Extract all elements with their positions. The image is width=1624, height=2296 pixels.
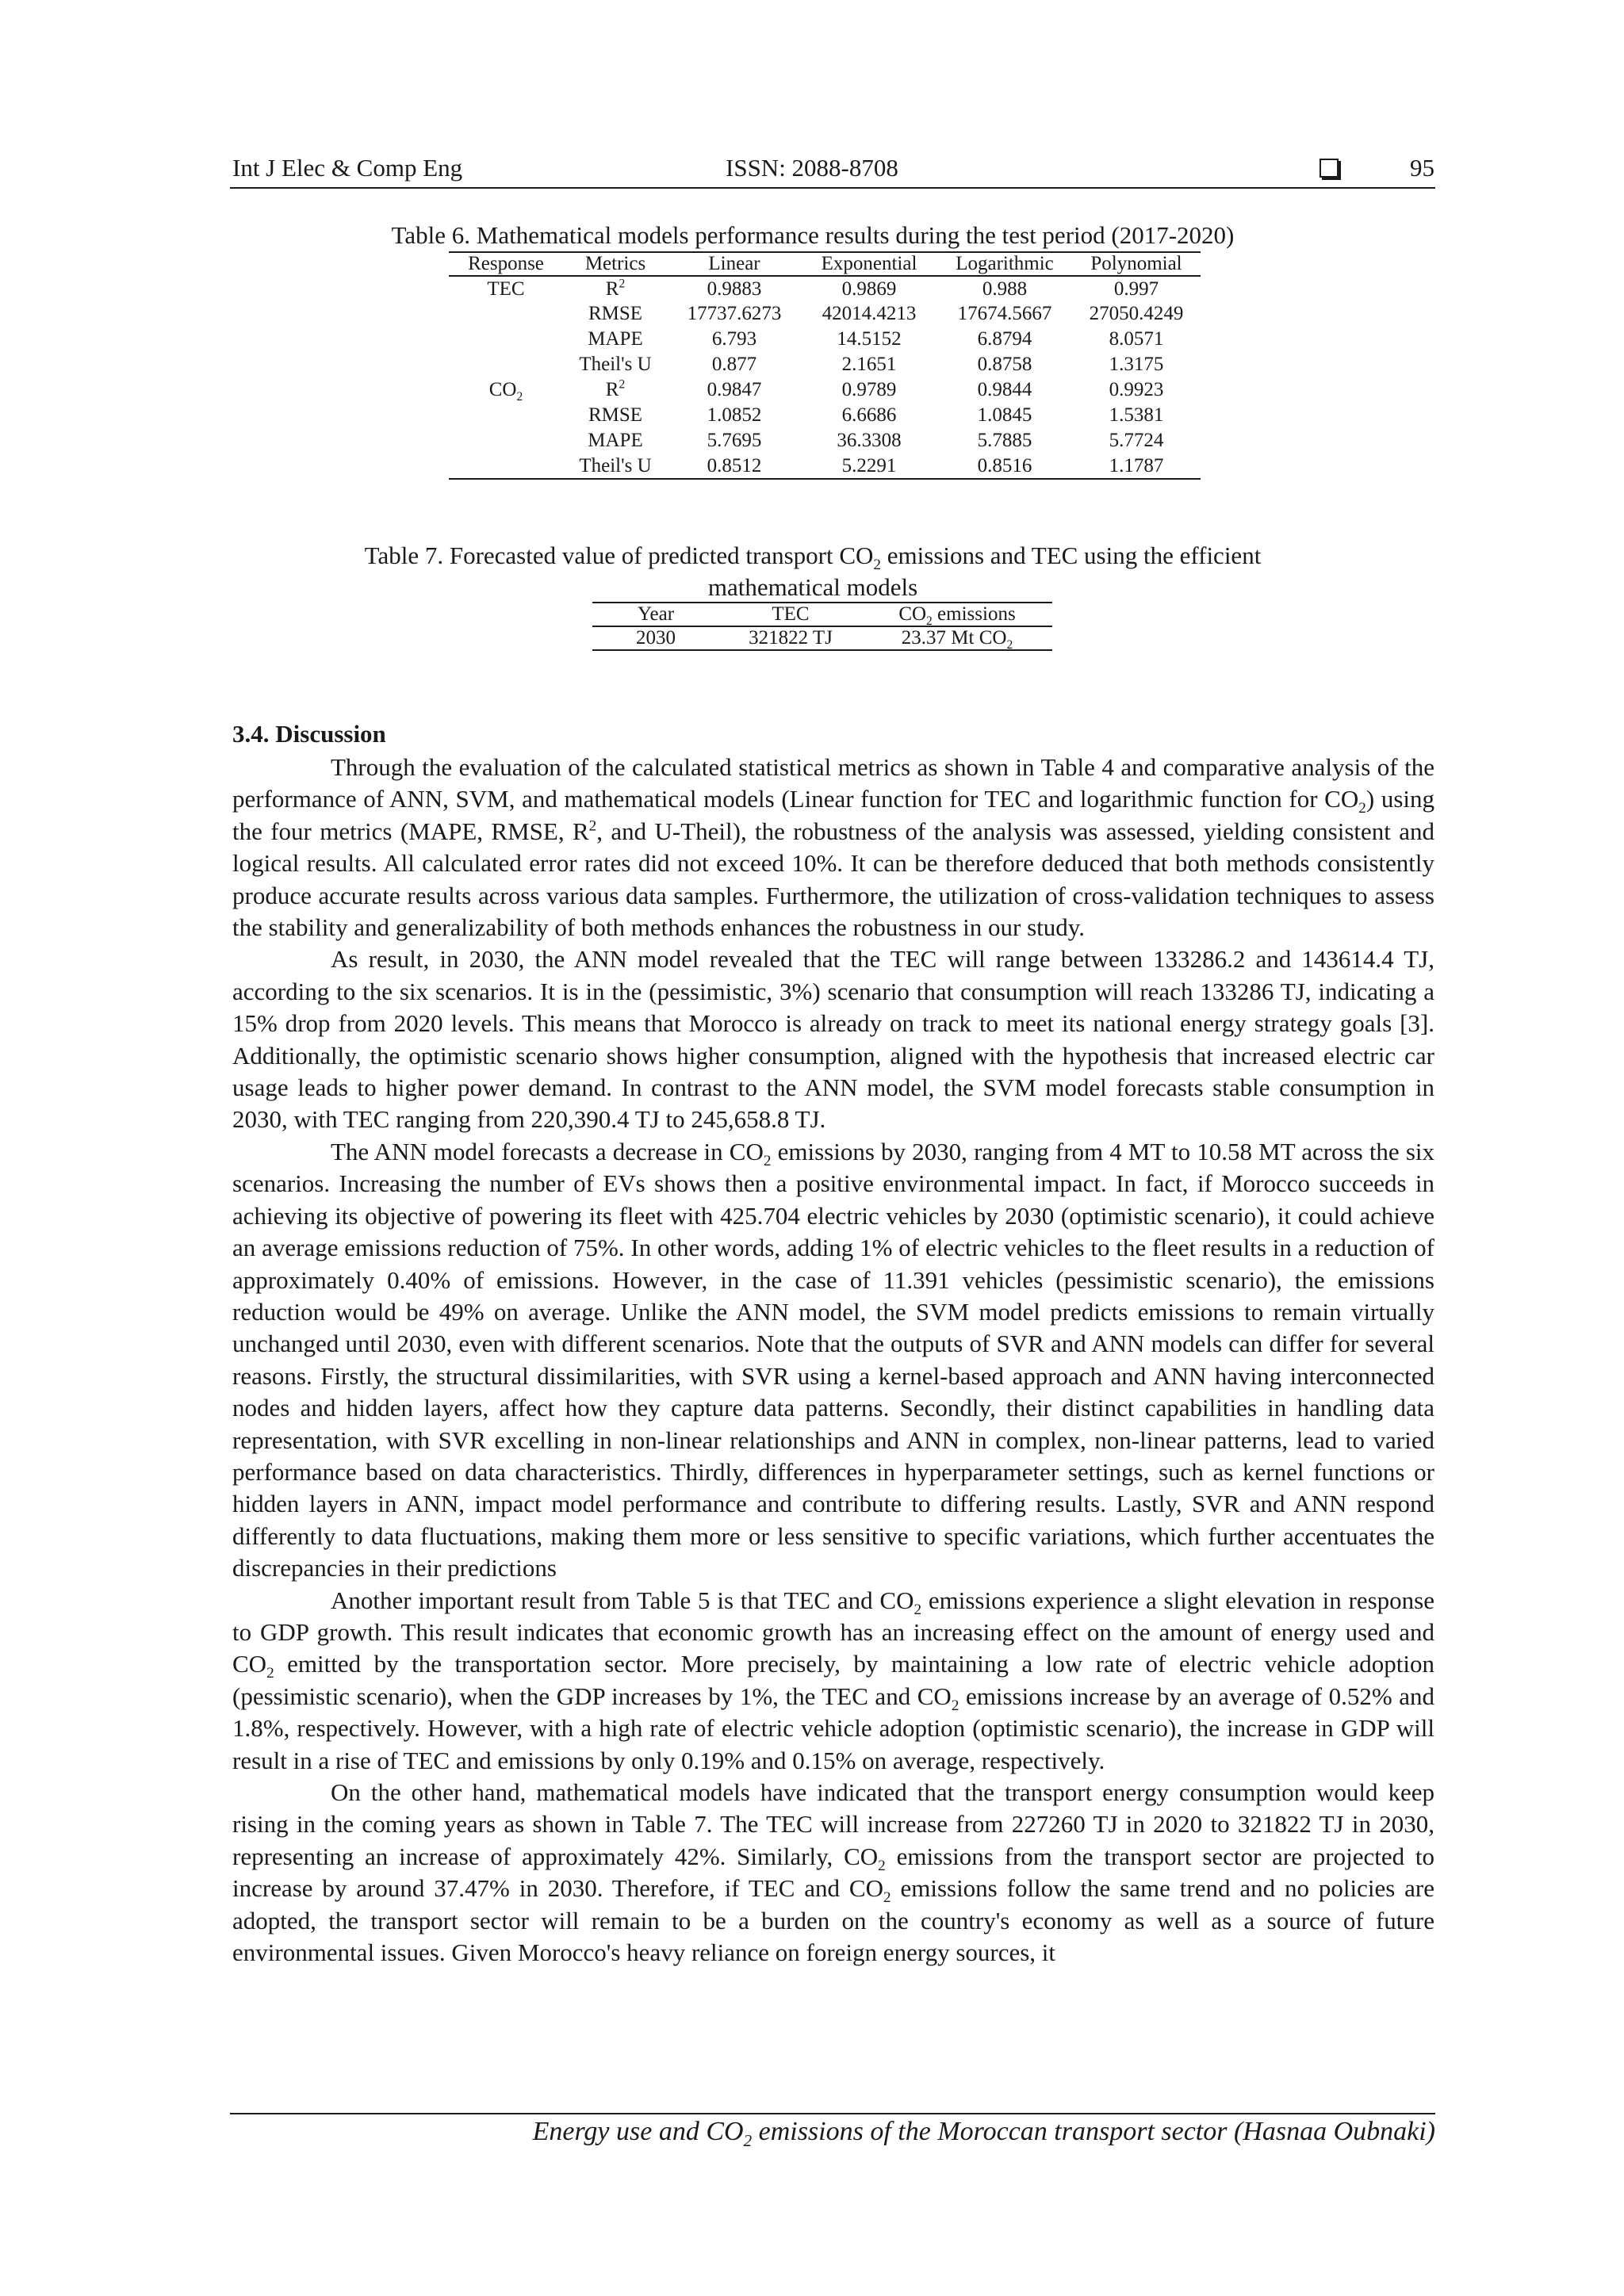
subscript: 2 [878, 1858, 886, 1874]
paragraph-5-text-2: emissions from the transport sector are projected to increase by around 37.47% in 2030. Therefore, if TEC and CO [232, 1842, 1434, 1903]
paragraph-4-text: Another important result from Table 5 is that TEC and CO [331, 1586, 914, 1614]
paragraph-5-text-3: emissions follow the same trend and no policies are adopted, the transport sector will remain to be a burden on the country's economy as well as a source of future environmental issues. Given Morocco's heavy reliance on foreign energy sources, it [232, 1874, 1434, 1967]
table6-value-cell: 0.988 [982, 277, 1028, 300]
table6-value-cell: 2.1651 [841, 354, 897, 375]
table7-header-year: Year [592, 603, 719, 626]
table7-co2-text: 23.37 Mt CO [901, 627, 1007, 649]
running-footer [532, 2117, 1435, 2150]
table7-co2 [862, 626, 1052, 650]
subscript: 2 [266, 1665, 274, 1682]
table6-value-cell: 0.9844 [977, 379, 1032, 400]
table6-value-cell: 5.2291 [801, 453, 937, 479]
table6-value-cell: 6.793 [711, 328, 757, 350]
running-header [232, 154, 1434, 189]
table6-value-cell: 1.5381 [1109, 404, 1164, 426]
table7 [592, 602, 1052, 651]
table6-header-exponential: Exponential [801, 252, 937, 276]
paragraph-3-text-2: emissions by 2030, ranging from 4 MT to 10.58 MT across the six scenarios. Increasing the number of EVs shows then a positive environmental impact. In fact, if Morocco succeeds in achieving its objective of powering its fleet with 425.704 electric vehicles by 2030 (optimistic scenario), it could achieve an average emissions reduction of 75%. In other words, adding 1% of electric vehicles to the fleet results in a reduction of approximately 0.40% of emissions. However, in the case of 11.391 vehicles (pessimistic scenario), the emissions reduction would be 49% on average. Unlike the ANN model, the SVM model predicts emissions to remain virtually unchanged until 2030, even with different scenarios. Note that the outputs of SVR and ANN models can differ for several reasons. Firstly, the structural dissimilarities, with SVR using a kernel-based approach and ANN having interconnected nodes and hidden layers, affect how they capture data patterns. Secondly, their distinct capabilities in handling data representation, with SVR excelling in non-linear relationships and ANN in complex, non-linear patterns, lead to varied performance based on data characteristics. Thirdly, differences in hyperparameter settings, such as kernel functions or hidden layers in ANN, impact model performance and contribute to differing results. Lastly, SVR and ANN respond differently to data fluctuations, making them more or less sensitive to specific variations, which further accentuates the discrepancies in their predictions [232, 1137, 1434, 1582]
paragraph-1 [232, 752, 1434, 943]
table6-header-polynomial: Polynomial [1072, 252, 1201, 276]
paragraph-2: As result, in 2030, the ANN model revealed that the TEC will range between 133286.2 and 143614.4 TJ, according to the six scenarios. It is in the (pessimistic, 3%) scenario that consumption will reach 133286 TJ, indicating a 15% drop from 2020 levels. This means that Morocco is already on track to meet its national energy strategy goals [3]. Additionally, the optimistic scenario shows higher consumption, aligned with the hypothesis that increased electric car usage leads to higher power demand. In contrast to the ANN model, the SVM model forecasts stable consumption in 2030, with TEC ranging from 220,390.4 TJ to 245,658.8 TJ. [232, 945, 1434, 1134]
footer-rule [230, 2113, 1435, 2114]
table6-value-cell: 8.0571 [1109, 328, 1164, 350]
table6-value-cell: 0.9883 [707, 277, 762, 300]
table6-response-cell [449, 276, 563, 301]
table6-response-cell [449, 428, 563, 453]
footer-text-2: emissions of the Moroccan transport sector (Hasnaa Oubnaki) [752, 2117, 1435, 2146]
table6-value-cell: 5.7885 [977, 430, 1032, 451]
table-row [449, 403, 1201, 428]
metric-superscript: 2 [619, 277, 626, 291]
paragraph-1-text-2: ) using the four metrics (MAPE, RMSE, R [232, 785, 1434, 845]
table6-value-cell: 0.9847 [707, 379, 762, 400]
footer-subscript: 2 [743, 2130, 753, 2150]
table6-value-cell: 0.8758 [977, 354, 1032, 375]
table6-value-cell: 0.8512 [668, 453, 801, 479]
metric-label: Theil's U [579, 454, 652, 476]
table6-response-cell [449, 352, 563, 377]
metric-label: MAPE [588, 328, 643, 350]
table6-metric-cell [563, 301, 668, 327]
table-row [449, 428, 1201, 453]
table6-metric-cell [563, 403, 668, 428]
table7-co2-subscript: 2 [1006, 638, 1013, 652]
table6-response-cell [449, 403, 563, 428]
table6-value-cell: 27050.4249 [1089, 303, 1184, 324]
table6-header-logarithmic: Logarithmic [937, 252, 1072, 276]
table6-metric-cell [563, 428, 668, 453]
table6-value-cell: 17674.5667 [957, 303, 1052, 324]
metric-label: MAPE [588, 430, 643, 451]
response-label: CO [488, 379, 517, 400]
metric-label: RMSE [588, 404, 643, 426]
table7-caption-subscript: 2 [873, 557, 882, 574]
table6-response-cell [449, 377, 563, 403]
table6-response-cell [449, 327, 563, 352]
table6-header-linear: Linear [668, 252, 801, 276]
table6-value-cell: 1.3175 [1109, 354, 1164, 375]
table6-value-cell: 0.8516 [937, 453, 1072, 479]
table6-value-cell: 0.877 [711, 354, 757, 375]
table6-value-cell: 36.3308 [837, 430, 902, 451]
table6-value-cell: 0.9923 [1109, 379, 1164, 400]
table7-header-tec: TEC [719, 603, 862, 626]
table-row [449, 352, 1201, 377]
table6 [449, 251, 1201, 480]
metric-label: R [605, 277, 619, 300]
square-bullet-icon [1320, 159, 1339, 178]
table6-metric-cell [563, 327, 668, 352]
table-row [449, 276, 1201, 301]
table7-caption-line2: mathematical models [707, 573, 918, 601]
response-subscript: 2 [516, 390, 523, 404]
table6-header-response: Response [449, 252, 563, 276]
table7-header-co2-text-2: emissions [932, 603, 1016, 625]
header-rule [230, 187, 1435, 189]
subscript: 2 [951, 1697, 959, 1714]
table6-caption: Table 6. Mathematical models performance results during the test period (2017-2020) [391, 221, 1235, 249]
table6-value-cell: 17737.6273 [687, 303, 782, 324]
table6-value-cell: 5.7724 [1109, 430, 1164, 451]
table6-value-cell: 1.1787 [1072, 453, 1201, 479]
metric-label: R [605, 379, 619, 400]
subscript: 2 [914, 1601, 922, 1618]
footer-text: Energy use and CO [532, 2117, 744, 2146]
page-number: 95 [1410, 154, 1434, 182]
paragraph-1-text-3: , and U-Theil), the robustness of the analysis was assessed, yielding consistent and logical results. All calculated error rates did not exceed 10%. It can be therefore deduced that both methods consistently produce accurate results across various data samples. Furthermore, the utilization of cross-validation techniques to assess the stability and generalizability of both methods enhances the robustness in our study. [232, 817, 1434, 942]
table6-value-cell: 1.0845 [977, 404, 1032, 426]
table6-metric-cell [563, 276, 668, 301]
table6-value-cell: 0.9869 [841, 277, 897, 300]
subscript: 2 [763, 1153, 772, 1170]
table7-caption-text: Table 7. Forecasted value of predicted transport CO [364, 541, 874, 569]
section-heading: 3.4. Discussion [232, 720, 386, 748]
paragraph-4-text-4: emissions increase by an average of 0.52% and 1.8%, respectively. However, with a high rate of electric vehicle adoption (optimistic scenario), the increase in GDP will result in a rise of TEC and emissions by only 0.19% and 0.15% on average, respectively. [232, 1682, 1434, 1774]
table-row [449, 377, 1201, 403]
response-label: TEC [487, 277, 525, 300]
table-row [592, 626, 1052, 650]
table-row [449, 301, 1201, 327]
table6-value-cell: 1.0852 [707, 404, 762, 426]
table7-header-co2-subscript: 2 [926, 614, 933, 628]
subscript: 2 [883, 1889, 891, 1907]
paragraph-1-text: Through the evaluation of the calculated statistical metrics as shown in Table 4 and comparative analysis of the performance of ANN, SVM, and mathematical models (Linear function for TEC and logarithmic function for CO [232, 753, 1434, 813]
table7-caption-text-2: emissions and TEC using the efficient [881, 541, 1262, 569]
table6-value-cell: 6.8794 [977, 328, 1032, 350]
table6-value-cell: 5.7695 [707, 430, 762, 451]
metric-label: RMSE [588, 303, 643, 324]
table6-body [449, 276, 1201, 479]
table7-year: 2030 [592, 626, 719, 650]
paragraph-4 [232, 1585, 1434, 1777]
paragraph-3 [232, 1136, 1434, 1585]
table6-metric-cell [563, 377, 668, 403]
table7-caption [270, 540, 1356, 603]
table7-tec: 321822 TJ [719, 626, 862, 650]
table7-header-co2-text: CO [898, 603, 927, 625]
journal-name: Int J Elec & Comp Eng [232, 154, 463, 182]
body-text [232, 752, 1434, 1969]
paragraph-4-text-2: emissions experience a slight elevation in response to GDP growth. This result indicates that economic growth has an increasing effect on the amount of energy used and CO [232, 1586, 1434, 1678]
table6-response-cell [449, 301, 563, 327]
table6-header-metrics: Metrics [563, 252, 668, 276]
table-row [449, 327, 1201, 352]
table6-metric-cell [563, 352, 668, 377]
superscript: 2 [588, 817, 597, 835]
paragraph-5 [232, 1777, 1434, 1969]
table6-value-cell: 0.997 [1113, 277, 1159, 300]
table6-response-cell [449, 453, 563, 479]
table6-value-cell: 0.9789 [841, 379, 897, 400]
metric-label: Theil's U [579, 354, 652, 375]
issn: ISSN: 2088-8708 [726, 154, 898, 182]
table6-value-cell: 42014.4213 [822, 303, 917, 324]
table6-value-cell: 6.6686 [841, 404, 897, 426]
table-row [449, 453, 1201, 479]
metric-superscript: 2 [619, 377, 626, 392]
paragraph-3-text: The ANN model forecasts a decrease in CO [331, 1137, 764, 1165]
subscript: 2 [1358, 800, 1366, 817]
paragraph-4-text-3: emitted by the transportation sector. More precisely, by maintaining a low rate of electric vehicle adoption (pessimistic scenario), when the GDP increases by 1%, the TEC and CO [232, 1650, 1434, 1710]
table7-header-co2 [862, 603, 1052, 626]
table6-value-cell: 14.5152 [837, 328, 902, 350]
paragraph-5-text: On the other hand, mathematical models have indicated that the transport energy consumption would keep rising in the coming years as shown in Table 7. The TEC will increase from 227260 TJ in 2020 to 321822 TJ in 2030, representing an increase of approximately 42%. Similarly, CO [232, 1778, 1434, 1870]
table6-metric-cell [563, 453, 668, 479]
